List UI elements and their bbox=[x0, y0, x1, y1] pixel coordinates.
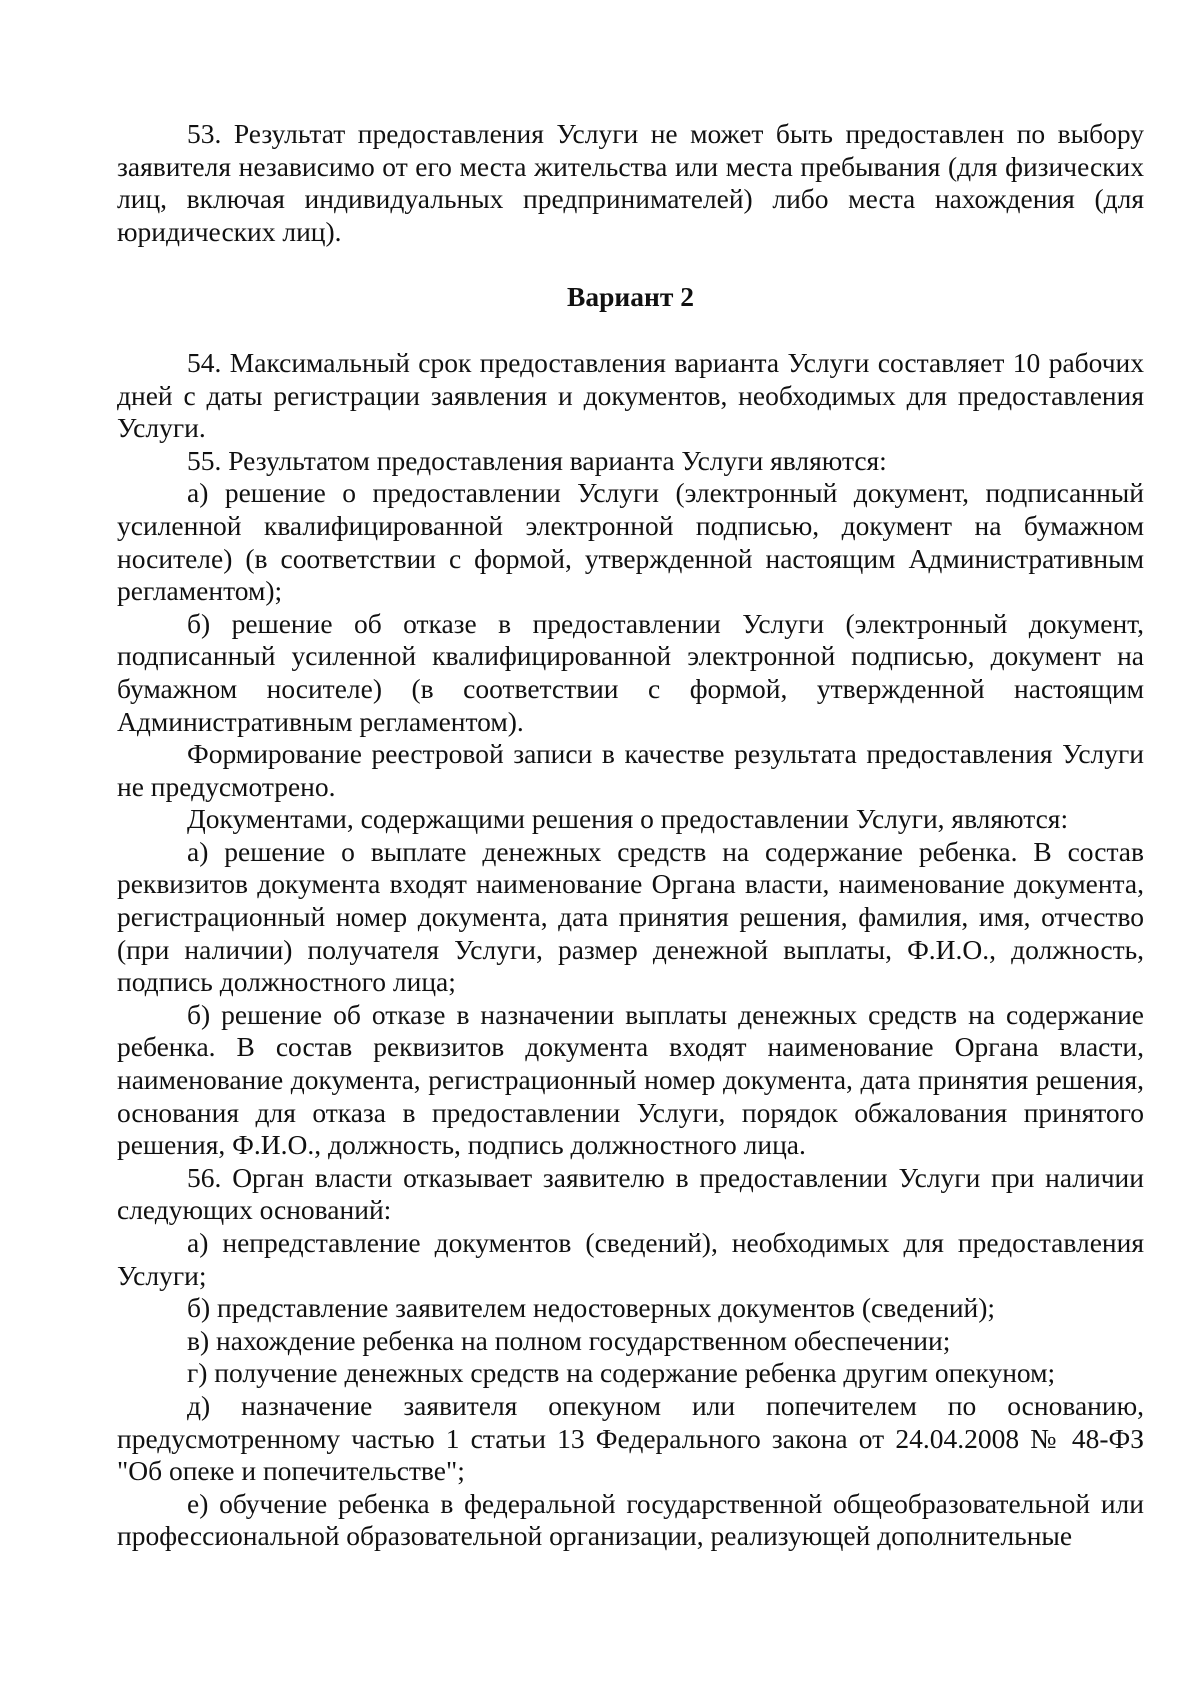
paragraph-56-b: б) представление заявителем недостоверных документов (сведений); bbox=[187, 1292, 996, 1324]
paragraph-55-a: а) решение о предоставлении Услуги (электронный документ, подписанный усиленной квалифицированной электронной подписью, документ на бумажном носителе) (в соответствии с формой, утвержденной настоящим Административным регламентом); bbox=[117, 477, 1144, 607]
paragraph-56-g: г) получение денежных средств на содержание ребенка другим опекуном; bbox=[187, 1357, 1056, 1389]
paragraph-55: 55. Результатом предоставления варианта Услуги являются: bbox=[187, 444, 887, 476]
paragraph-registry-record: Формирование реестровой записи в качестве результата предоставления Услуги не предусмотрено. bbox=[117, 738, 1144, 802]
paragraph-55-b: б) решение об отказе в предоставлении Услуги (электронный документ, подписанный усиленной квалифицированной электронной подписью, документ на бумажном носителе) (в соответствии с формой, утвержденной настоящим Административным регламентом). bbox=[117, 607, 1144, 737]
paragraph-decision-b: б) решение об отказе в назначении выплаты денежных средств на содержание ребенка. В состав реквизитов документа входят наименование Органа власти, наименование документа, регистрационный номер документа, дата принятия решения, основания для отказа в предоставлении Услуги, порядок обжалования принятого решения, Ф.И.О., должность, подпись должностного лица. bbox=[117, 998, 1144, 1161]
paragraph-54: 54. Максимальный срок предоставления варианта Услуги составляет 10 рабочих дней с даты регистрации заявления и документов, необходимых для предоставления Услуги. bbox=[117, 346, 1144, 444]
paragraph-56-e: е) обучение ребенка в федеральной государственной общеобразовательной или профессиональной образовательной организации, реализующей дополнительные bbox=[117, 1487, 1144, 1552]
variant-heading: Вариант 2 bbox=[567, 281, 694, 313]
paragraph-56-a: а) непредставление документов (сведений), необходимых для предоставления Услуги; bbox=[117, 1227, 1144, 1291]
paragraph-decision-a: а) решение о выплате денежных средств на содержание ребенка. В состав реквизитов документа входят наименование Органа власти, наименование документа, регистрационный номер документа, дата принятия решения, фамилия, имя, отчество (при наличии) получателя Услуги, размер денежной выплаты, Ф.И.О., должность, подпись должностного лица; bbox=[117, 835, 1144, 998]
paragraph-56-v: в) нахождение ребенка на полном государственном обеспечении; bbox=[187, 1324, 951, 1356]
paragraph-56: 56. Орган власти отказывает заявителю в предоставлении Услуги при наличии следующих оснований: bbox=[117, 1161, 1144, 1226]
paragraph-53: 53. Результат предоставления Услуги не может быть предоставлен по выбору заявителя независимо от его места жительства или места пребывания (для физических лиц, включая индивидуальных предпринимателей) либо места нахождения (для юридических лиц). bbox=[117, 118, 1144, 247]
paragraph-56-d: д) назначение заявителя опекуном или попечителем по основанию, предусмотренному частью 1 статьи 13 Федерального закона от 24.04.2008 № 48-ФЗ "Об опеке и попечительстве"; bbox=[117, 1389, 1144, 1487]
paragraph-decision-documents: Документами, содержащими решения о предоставлении Услуги, являются: bbox=[187, 803, 1069, 835]
